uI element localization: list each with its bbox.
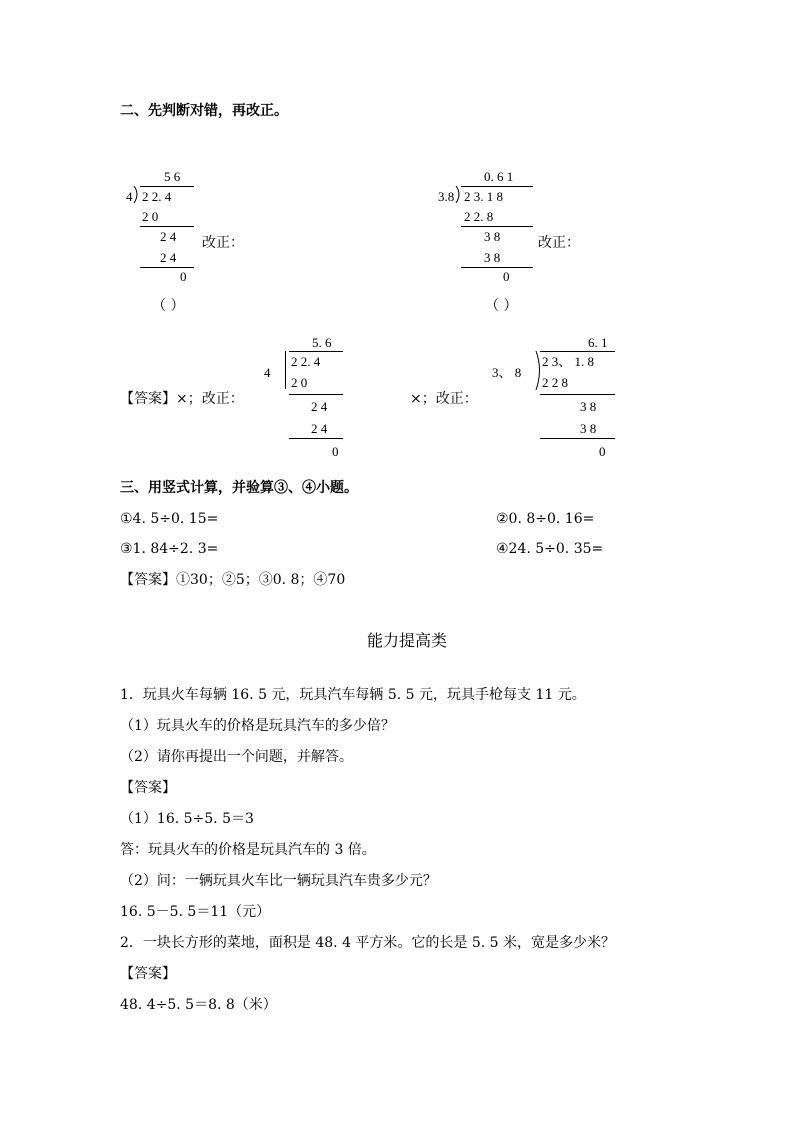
dividend: 2 2. 4 — [291, 354, 321, 369]
question-4: ④24. 5÷0. 35= — [496, 541, 604, 557]
problem-1-sub-2: （2）请你再提出一个问题，并解答。 — [120, 749, 353, 765]
step-2: 2 4 — [311, 399, 328, 414]
remainder: 0 — [180, 269, 187, 284]
remainder: 0 — [503, 269, 510, 284]
section-heading-judge: 二、先判断对错，再改正。 — [120, 103, 288, 119]
problem-2-stem: 2．一块长方形的菜地，面积是 48. 4 平方米。它的长是 5. 5 米，宽是多少米？ — [120, 935, 616, 951]
step-1: 2 2. 8 — [464, 209, 494, 224]
problem-1-answer-4: 16. 5－5. 5＝11（元） — [120, 904, 271, 920]
question-3: ③1. 84÷2. 3= — [120, 541, 219, 557]
problem-1-answer-1: （1）16. 5÷5. 5＝3 — [120, 811, 254, 827]
divisor: 3.8 — [438, 189, 455, 204]
problem-1-answer-2: 答：玩具火车的价格是玩具汽车的 3 倍。 — [120, 842, 376, 858]
divisor: 4 — [264, 365, 271, 380]
problem-1-answer-3: （2）问：一辆玩具火车比一辆玩具汽车贵多少元？ — [120, 873, 437, 889]
step-2: 3 8 — [484, 229, 501, 244]
dividend: 2 3. 1 8 — [464, 189, 503, 204]
section3-answer: 【答案】①30；②5；③0. 8；④70 — [120, 572, 346, 588]
problem-1-stem: 1．玩具火车每辆 16. 5 元，玩具汽车每辆 5. 5 元，玩具手枪每支 11 元。 — [120, 687, 586, 703]
correction-label: 改正： — [202, 235, 244, 251]
section-title-ability: 能力提高类 — [367, 631, 448, 650]
step-1: 2 2 8 — [542, 375, 568, 390]
step-3: 3 8 — [484, 250, 501, 265]
divisor: 3、 8 — [492, 365, 522, 380]
remainder: 0 — [332, 444, 339, 459]
remainder: 0 — [599, 444, 606, 459]
correction-label: 改正： — [538, 235, 580, 251]
answer-b-label: ×；改正： — [410, 391, 478, 407]
step-1: 2 0 — [291, 375, 308, 390]
step-2: 3 8 — [580, 399, 597, 414]
section-heading-calc: 三、用竖式计算，并验算③、④小题。 — [120, 480, 358, 496]
question-1: ①4. 5÷0. 15= — [120, 511, 219, 527]
step-3: 2 4 — [160, 250, 177, 265]
judge-parentheses[interactable]: （ ） — [152, 298, 185, 314]
problem-2-answer-label: 【答案】 — [120, 966, 176, 982]
quotient: 5 6 — [164, 169, 181, 184]
divisor: 4 — [126, 189, 133, 204]
step-2: 2 4 — [160, 229, 177, 244]
step-1: 2 0 — [142, 209, 159, 224]
problem-2-answer-1: 48. 4÷5. 5＝8. 8（米） — [120, 997, 277, 1013]
problem-1-sub-1: （1）玩具火车的价格是玩具汽车的多少倍？ — [120, 718, 395, 734]
quotient: 0. 6 1 — [484, 169, 514, 184]
problem-1-answer-label: 【答案】 — [120, 780, 176, 796]
question-2: ②0. 8÷0. 16= — [496, 511, 595, 527]
step-3: 3 8 — [580, 421, 597, 436]
dividend: 2 3、 1. 8 — [542, 354, 595, 369]
quotient: 6. 1 — [588, 335, 608, 350]
judge-parentheses[interactable]: （ ） — [485, 298, 518, 314]
dividend: 2 2. 4 — [142, 189, 172, 204]
step-3: 2 4 — [311, 421, 328, 436]
answer-label: 【答案】×；改正： — [120, 391, 244, 407]
quotient: 5. 6 — [312, 335, 332, 350]
